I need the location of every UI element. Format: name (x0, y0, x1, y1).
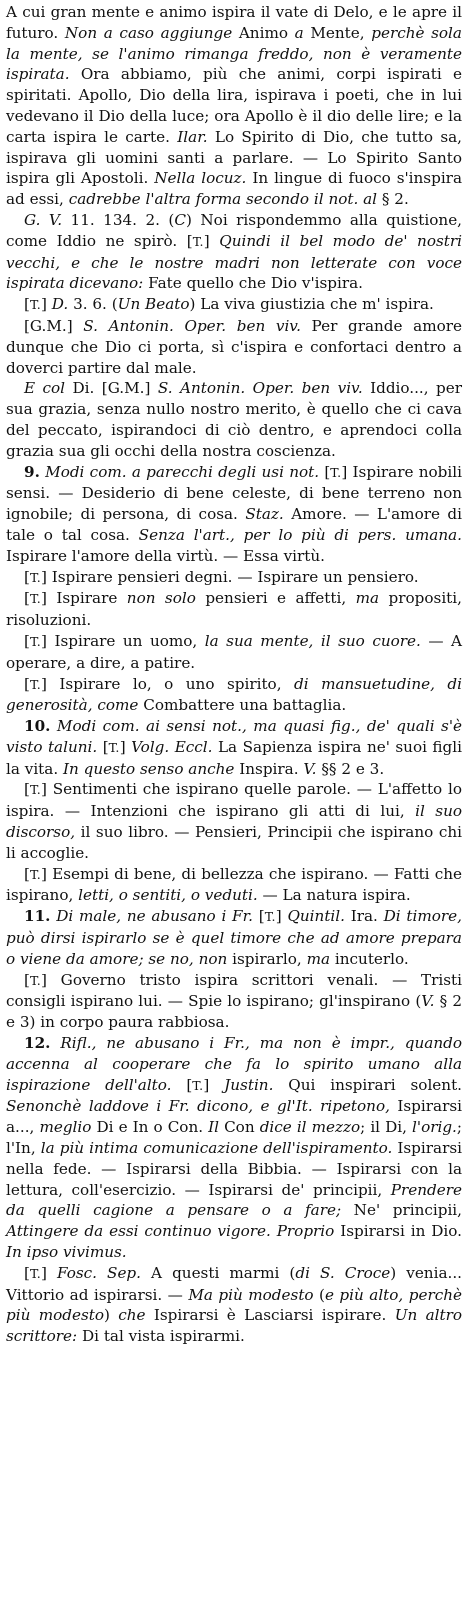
text-run: ] Ispirare lo, o uno spirito, (41, 674, 295, 693)
example-paragraph (6, 567, 462, 589)
italic-run: Senza l'art., per lo più di pers. umana. (138, 525, 462, 544)
italic-run: Modi com. a parecchi degli usi not. (45, 462, 320, 481)
text-run: ) (104, 1306, 119, 1325)
text-run: ( (313, 1285, 325, 1304)
text-run: ; il Di, (360, 1118, 413, 1137)
text-run: Con (219, 1118, 260, 1137)
example-paragraph (6, 674, 462, 717)
text-run: [ (319, 462, 331, 481)
source-abbr: T. (108, 739, 120, 755)
italic-run: In questo senso anche (63, 759, 235, 778)
text-run: [ (97, 737, 109, 756)
italic-run: la più intima comunicazione dell'ispiramento. (40, 1139, 393, 1158)
sense-10-paragraph (6, 716, 462, 779)
italic-run: cadrebbe l'altra forma secondo il not. al (68, 190, 378, 209)
italic-run: In ipso vivimus. (6, 1243, 127, 1262)
entry-paragraph (6, 2, 462, 210)
text-run: Ora abbiamo, più che animi, corpi ispirati e spiritati. Apollo, Dio della lira, ispirava i poeti, che in lui vedevano il Dio della luce; ora Apollo è il dio delle lire; e la carta ispira le carte. (6, 65, 462, 146)
source-abbr: T. (29, 866, 42, 882)
italic-run: ma (306, 949, 331, 968)
text-run: [ (24, 970, 30, 989)
italic-run: V. (303, 759, 317, 778)
italic-run: di S. Croce (295, 1263, 391, 1282)
source-abbr: T. (192, 233, 204, 249)
text-run: [ (24, 631, 30, 650)
text-run: Ispirarsi è Lasciarsi ispirare. (145, 1306, 395, 1325)
sense-9-paragraph (6, 462, 462, 567)
text-run (40, 211, 48, 229)
text-run: [ (253, 907, 265, 926)
text-run: incuterlo. (330, 949, 409, 968)
text-run: ] Ispirare pensieri degni. — Ispirare un pensiero. (41, 567, 419, 586)
sense-12-paragraph (6, 1033, 462, 1263)
italic-run: Justin. (224, 1075, 274, 1094)
text-run: ; l'In, (6, 1118, 462, 1158)
italic-run: e più alto, perchè più modesto (6, 1285, 462, 1325)
text-run: ) venia... Vittorio ad ispirarsi. — (6, 1263, 462, 1304)
text-run: [ (171, 1075, 193, 1094)
text-run: Ira. (344, 907, 384, 926)
source-abbr: T. (29, 633, 42, 649)
text-run: ] (275, 907, 288, 926)
text-run: Ne' principii, (341, 1201, 462, 1220)
italic-run: V. (48, 210, 63, 229)
italic-run: non solo (126, 589, 196, 608)
text-run: 3. 6. ( (68, 295, 118, 314)
text-run: — La natura ispira. (257, 886, 411, 905)
text-run: ] Ispirare (41, 589, 127, 608)
sense-number: 10. (24, 717, 51, 736)
text-run: ] (203, 231, 220, 250)
italic-run: la sua mente, il suo cuore. (204, 631, 421, 650)
text-run: Ispirarsi a..., (6, 1097, 462, 1137)
italic-run: Fosc. Sep. (57, 1263, 141, 1282)
italic-run: C (174, 210, 186, 229)
text-run: Fate quello che Dio v'ispira. (143, 274, 364, 293)
italic-run: D. (51, 295, 69, 314)
sense-11-paragraph (6, 906, 462, 969)
text-run: ] (41, 295, 52, 314)
text-run: il suo libro. — Pensieri, Principii che ispirano chi li accoglie. (6, 823, 462, 862)
italic-run: Quintil. (287, 907, 345, 926)
text-run: Ispirarsi nella fede. — Ispirarsi della Bibbia. — Ispirarsi con la lettura, coll'esercizio. — Ispirarsi de' principii, (6, 1139, 462, 1199)
italic-run: Senonchè laddove i Fr. dicono, e gl'It. ripetono, (6, 1097, 390, 1116)
text-run: [ (24, 589, 30, 608)
italic-run: che (118, 1306, 146, 1325)
text-run: [G.M.] (24, 316, 84, 335)
text-run: ] Governo tristo ispira scrittori venali. — Tristi consigli ispirano lui. — Spie lo ispirano; gl'inspirano ( (6, 970, 462, 1011)
sense-number: 11. (24, 907, 51, 926)
sense-number: 9. (24, 462, 40, 481)
text-run: Combattere una battaglia. (138, 696, 347, 715)
text-run: Lo Spirito di Dio, che tutto sa, ispirava gli uomini santi a parlare. — Lo Spirito Santo ispira gli Apostoli. (6, 127, 462, 188)
italic-run: Modi com. ai sensi not., ma quasi fig., de' quali s'è visto taluni. (6, 717, 462, 756)
text-run: ] Ispirare un uomo, (41, 631, 205, 650)
text-run: propositi, risoluzioni. (6, 589, 462, 630)
citation-paragraph (6, 294, 462, 316)
italic-run: di mansuetudine, di generosità, come (6, 674, 462, 715)
text-run: [ (24, 295, 30, 314)
example-paragraph (6, 779, 462, 863)
citation-paragraph (6, 316, 462, 378)
text-run: ispirarlo, (227, 949, 307, 968)
text-run: Iddio..., per sua grazia, senza nullo nostro merito, è quello che ci cava del peccato, ispirandoci di ciò dentro, e aprendoci colla grazia sua gli occhi della nostra coscienza. (6, 379, 462, 460)
text-run: § 2 e 3) in corpo paura rabbiosa. (6, 992, 462, 1032)
source-abbr: T. (29, 972, 42, 988)
text-run: [ (24, 567, 30, 586)
italic-run: Un altro scrittore: (6, 1306, 463, 1346)
text-run: Amore. — L'amore di tale o tal cosa. (6, 505, 462, 544)
italic-run: Di male, ne abusano i Fr. (56, 907, 253, 926)
italic-run: dice il mezzo (259, 1118, 361, 1137)
italic-run: Ma più modesto (188, 1285, 314, 1304)
text-run: [ (24, 1263, 30, 1282)
italic-run: il suo discorso, (6, 802, 462, 842)
text-run: [ (24, 780, 30, 799)
source-abbr: T. (29, 1265, 42, 1281)
italic-run: Rifl., ne abusano i Fr., ma non è impr., quando accenna al cooperare che fa lo spirito umano alla ispirazione dell'alto. (6, 1034, 462, 1094)
text-run: A questi marmi ( (140, 1263, 296, 1282)
citation-paragraph (6, 378, 462, 461)
italic-run: Staz. (245, 505, 284, 524)
example-paragraph (6, 864, 462, 907)
text-run: Per grande amore dunque che Dio ci porta, sì c'ispira e confortaci dentro a doverci partire dal male. (6, 316, 462, 377)
example-paragraph (6, 631, 462, 674)
text-run: ] Esempi di bene, di bellezza che ispirano. — Fatti che ispirano, (6, 864, 462, 905)
text-run: In lingue di fuoco s'inspira ad essi, (6, 169, 462, 209)
source-abbr: T. (29, 569, 42, 585)
text-run: Ispirarsi in Dio. (334, 1222, 462, 1241)
italic-run: Un Beato (117, 295, 190, 314)
italic-run: G. (24, 210, 41, 229)
italic-run: Ilar. (177, 127, 208, 146)
italic-run: ma (355, 589, 380, 608)
italic-run: Non a caso aggiunge (64, 23, 233, 42)
italic-run: Volg. Eccl. (131, 737, 213, 756)
italic-run: Di timore, può dirsi ispirarlo se è quel timore che ad amore prepara o viene da amore; se no, non (6, 907, 462, 968)
text-run: [ (24, 864, 30, 883)
italic-run: a (294, 23, 304, 42)
citation-paragraph (6, 210, 462, 294)
italic-run: l'orig. (412, 1118, 457, 1137)
text-run: Di e In o Con. (91, 1118, 209, 1137)
italic-run: Attingere da essi continuo vigore. Proprio (6, 1222, 335, 1241)
text-run: Mente, (303, 23, 372, 42)
text-run: § 2. (377, 190, 409, 209)
source-abbr: T. (29, 676, 42, 692)
italic-run: V. (421, 992, 435, 1011)
italic-run: Nella locuz. (154, 169, 247, 188)
text-run: §§ 2 e 3. (316, 759, 385, 778)
text-run: Qui inspirari solent. (273, 1075, 463, 1094)
text-run: A cui gran mente e animo ispira il vate di Delo, e le apre il futuro. (6, 3, 462, 42)
italic-run: meglio (39, 1118, 92, 1137)
italic-run: letti, o sentiti, o veduti. (78, 886, 258, 905)
text-run: ] (119, 737, 132, 756)
italic-run: S. Antonin. Oper. ben viv. (157, 379, 363, 398)
source-abbr: T. (29, 782, 42, 798)
text-run: ) La viva giustizia che m' ispira. (189, 295, 434, 314)
text-run: Animo (232, 23, 295, 42)
source-abbr: T. (29, 297, 42, 313)
text-run: 11. 134. 2. ( (62, 210, 175, 229)
example-paragraph (6, 588, 462, 631)
text-run: ] Ispirare nobili sensi. — Desiderio di bene celeste, di bene terreno non ignobile; di persona, di cosa. (6, 462, 462, 524)
source-abbr: T. (192, 1077, 204, 1093)
italic-run: E col (24, 379, 66, 398)
text-run: Ispirare l'amore della virtù. — Essa virtù. (6, 546, 325, 565)
italic-run: Prendere da quelli cagione a pensare o a fare; (6, 1180, 462, 1220)
citation-paragraph (6, 1263, 462, 1347)
source-abbr: T. (264, 909, 276, 925)
text-run: ] Sentimenti che ispirano quelle parole. — L'affetto lo ispira. — Intenzioni che ispirano gli atti di lui, (6, 780, 462, 821)
text-run: [ (24, 674, 30, 693)
text-run: ] (203, 1075, 225, 1094)
italic-run: Il (208, 1118, 219, 1137)
text-run (50, 1034, 60, 1052)
text-run: Di tal vista ispirarmi. (77, 1327, 245, 1346)
text-run: Di. [G.M.] (65, 379, 158, 398)
source-abbr: T. (29, 591, 42, 607)
text-run: Inspira. (234, 759, 304, 778)
text-run: pensieri e affetti, (195, 589, 356, 608)
source-abbr: T. (330, 464, 342, 480)
text-run: ] (41, 1263, 57, 1282)
italic-run: S. Antonin. Oper. ben viv. (83, 316, 301, 335)
italic-run: perchè sola la mente, se l'animo rimanga freddo, non è veramente ispirata. (6, 23, 462, 84)
example-paragraph (6, 970, 462, 1033)
text-run: ) Noi rispondemmo alla quistione, come Iddio ne spirò. [ (6, 210, 463, 250)
text-run: La Sapienza ispira ne' suoi figli la vita. (6, 737, 462, 778)
sense-number: 12. (24, 1034, 51, 1053)
text-run: — A operare, a dire, a patire. (6, 631, 462, 672)
italic-run: Quindi il bel modo de' nostri vecchi, e che le nostre madri non letterate con voce ispirata dicevano: (6, 231, 462, 293)
